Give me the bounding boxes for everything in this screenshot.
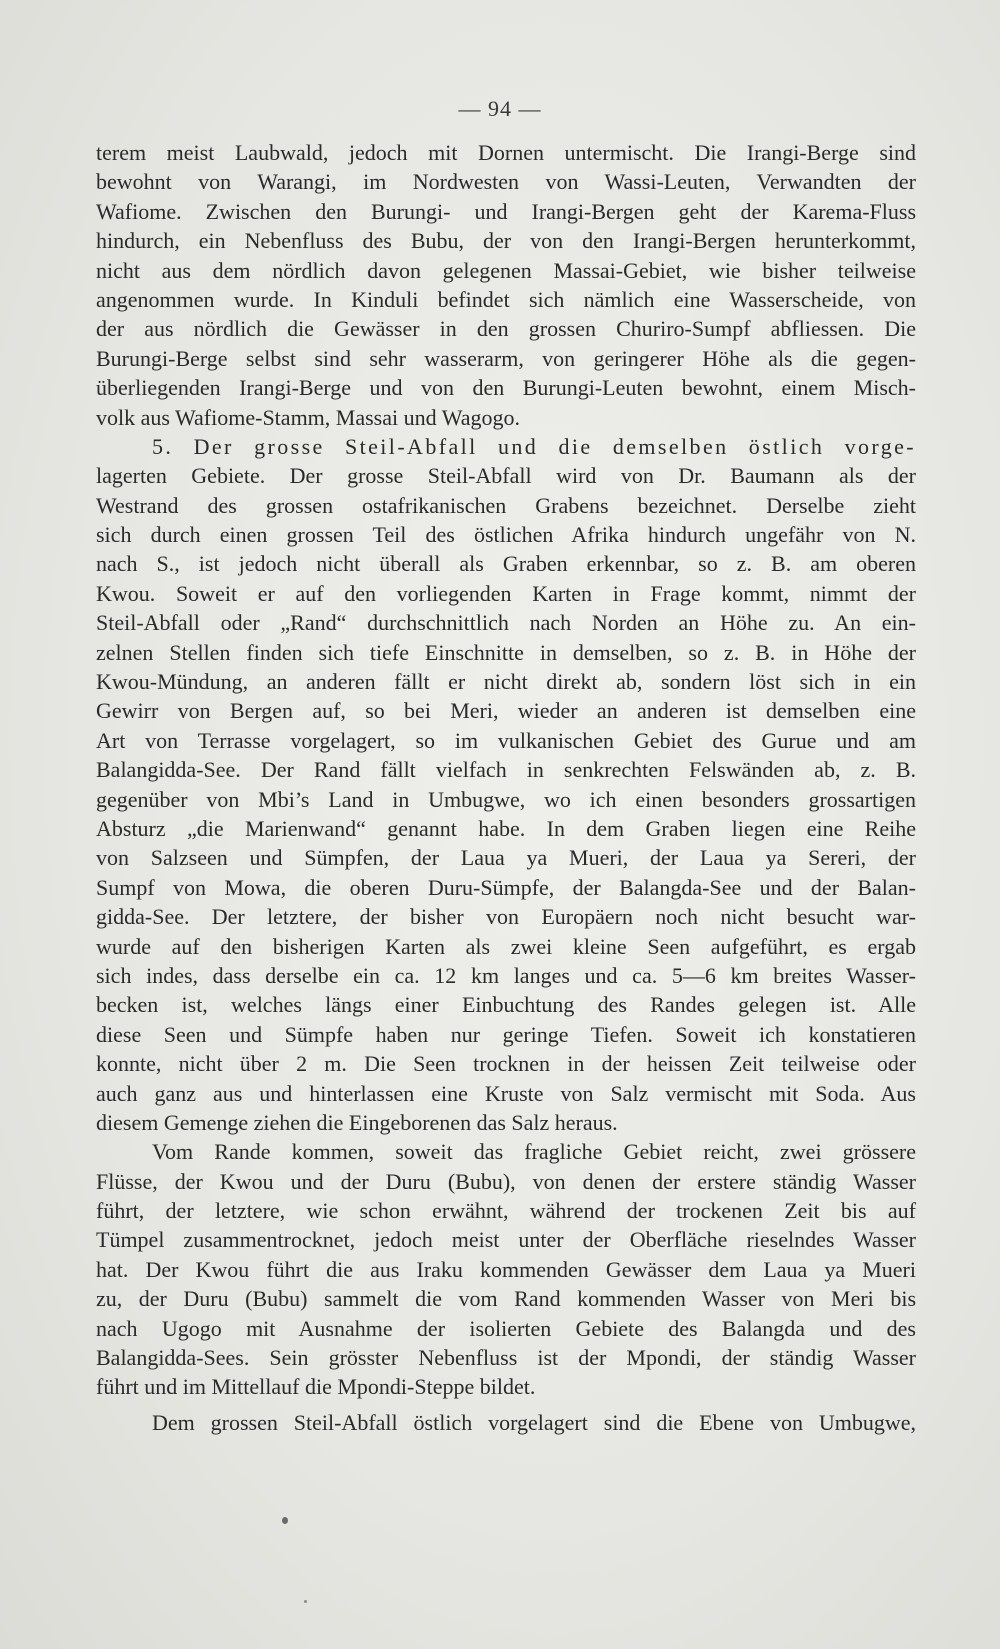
section-heading-line: 5. Der grosse Steil-Abfall und die demselben östlich vorge- [152,433,916,459]
text-line: Burungi-Berge selbst sind sehr wasserarm, von geringerer Höhe als die gegen- [96,345,916,371]
text-line: auch ganz aus und hinterlassen eine Kruste von Salz vermischt mit Soda. Aus [96,1080,916,1106]
text-line: Steil-Abfall oder „Rand“ durchschnittlich nach Norden an Höhe zu. An ein- [96,610,916,636]
text-line: nach S., ist jedoch nicht überall als Graben erkennbar, so z. B. am oberen [96,551,916,577]
text-line: hat. Der Kwou führt die aus Iraku kommenden Gewässer dem Laua ya Mueri [96,1256,916,1282]
text-line: überliegenden Irangi-Berge und von den Burungi-Leuten bewohnt, einem Misch- [96,375,916,401]
text-line: sich durch einen grossen Teil des östlichen Afrika hindurch ungefähr von N. [96,522,916,548]
text-line: konnte, nicht über 2 m. Die Seen trocknen in der heissen Zeit teilweise oder [96,1051,916,1077]
text-line: terem meist Laubwald, jedoch mit Dornen untermischt. Die Irangi-Berge sind [96,140,916,165]
text-line: Kwou. Soweit er auf den vorliegenden Karten in Frage kommt, nimmt der [96,580,916,606]
text-line: hindurch, ein Nebenfluss des Bubu, der von den Irangi-Bergen herunterkommt, [96,228,916,254]
text-line: Balangidda-Sees. Sein grösster Nebenfluss ist der Mpondi, der ständig Wasser [96,1345,916,1371]
ink-speck [282,1517,288,1524]
body-text [96,138,916,1437]
text-line: Dem grossen Steil-Abfall östlich vorgelagert sind die Ebene von Umbugwe, [152,1409,916,1435]
text-line: becken ist, welches längs einer Einbuchtung des Randes gelegen ist. Alle [96,992,916,1018]
text-line: der aus nördlich die Gewässer in den grossen Churiro-Sumpf abfliessen. Die [96,316,916,342]
text-line: angenommen wurde. In Kinduli befindet sich nämlich eine Wasserscheide, von [96,286,916,312]
text-line: Wafiome. Zwischen den Burungi- und Irangi-Bergen geht der Karema-Fluss [96,198,916,224]
ink-speck [304,1600,307,1603]
text-line: Kwou-Mündung, an anderen fällt er nicht direkt ab, sondern löst sich in ein [96,669,916,695]
text-line: Art von Terrasse vorgelagert, so im vulkanischen Gebiet des Gurue und am [96,727,916,753]
text-line: Westrand des grossen ostafrikanischen Grabens bezeichnet. Derselbe zieht [96,492,916,518]
page-number: — 94 — [458,96,542,121]
text-line: diese Seen und Sümpfe haben nur geringe Tiefen. Soweit ich konstatieren [96,1021,916,1047]
text-line: diesem Gemenge ziehen die Eingeborenen das Salz heraus. [96,1109,618,1135]
text-line: volk aus Wafiome-Stamm, Massai und Wagogo. [96,404,520,430]
text-line: zelnen Stellen finden sich tiefe Einschnitte in demselben, so z. B. in Höhe der [96,639,916,665]
text-line: wurde auf den bisherigen Karten als zwei kleine Seen aufgeführt, es ergab [96,933,916,959]
text-line: führt, der letztere, wie schon erwähnt, während der trockenen Zeit bis auf [96,1198,916,1224]
text-line: Balangidda-See. Der Rand fällt vielfach in senkrechten Felswänden ab, z. B. [96,757,916,783]
text-line: Tümpel zusammentrocknet, jedoch meist unter der Oberfläche rieselndes Wasser [96,1227,916,1253]
text-line: bewohnt von Warangi, im Nordwesten von Wassi-Leuten, Verwandten der [96,169,916,195]
text-line: von Salzseen und Sümpfen, der Laua ya Mueri, der Laua ya Sereri, der [96,845,916,871]
text-line: nicht aus dem nördlich davon gelegenen Massai-Gebiet, wie bisher teilweise [96,257,916,283]
text-line: sich indes, dass derselbe ein ca. 12 km langes und ca. 5—6 km breites Wasser- [96,962,916,988]
text-line: führt und im Mittellauf die Mpondi-Steppe bildet. [96,1374,536,1400]
text-line: Vom Rande kommen, soweit das fragliche Gebiet reicht, zwei grössere [152,1139,916,1165]
text-line: Sumpf von Mowa, die oberen Duru-Sümpfe, der Balangda-See und der Balan- [96,874,916,900]
text-line: Flüsse, der Kwou und der Duru (Bubu), von denen der erstere ständig Wasser [96,1168,916,1194]
text-line: nach Ugogo mit Ausnahme der isolierten Gebiete des Balangda und des [96,1315,916,1341]
text-line: Absturz „die Marienwand“ genannt habe. In dem Graben liegen eine Reihe [96,815,916,841]
text-line: lagerten Gebiete. Der grosse Steil-Abfall wird von Dr. Baumann als der [96,463,916,489]
text-line: zu, der Duru (Bubu) sammelt die vom Rand kommenden Wasser von Meri bis [96,1286,916,1312]
text-line: Gewirr von Bergen auf, so bei Meri, wieder an anderen ist demselben eine [96,698,916,724]
text-line: gegenüber von Mbi’s Land in Umbugwe, wo ich einen besonders grossartigen [96,786,916,812]
text-line: gidda-See. Der letztere, der bisher von Europäern noch nicht besucht war- [96,904,916,930]
